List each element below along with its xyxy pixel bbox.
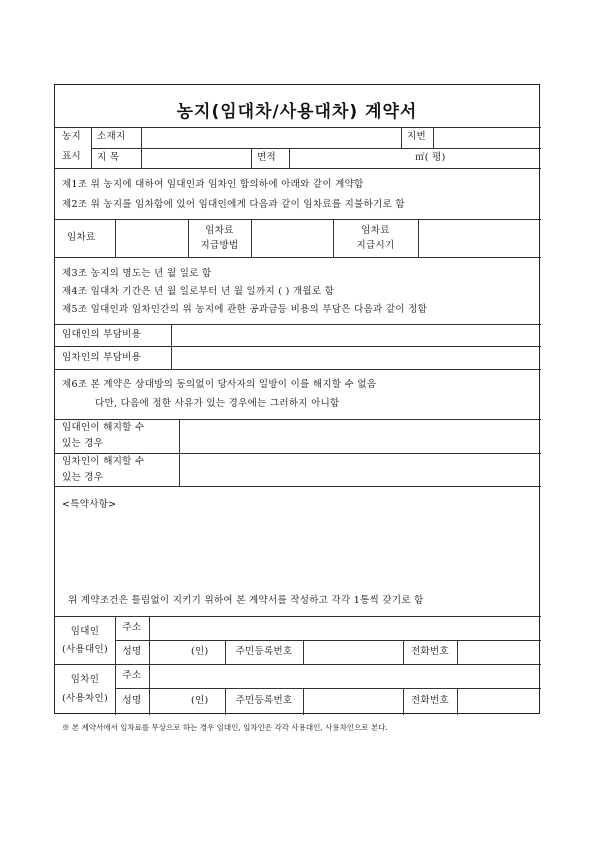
lessee-party-label-2: (사용차인) bbox=[62, 693, 108, 704]
payment-method-label-1: 임차료 bbox=[205, 225, 234, 236]
article-6-line-2: 다만, 다음에 정한 사유가 있는 경우에는 그러하지 아니함 bbox=[95, 398, 340, 409]
location-label: 소재지 bbox=[97, 131, 126, 142]
land-label-1: 농지 bbox=[62, 131, 81, 142]
divider bbox=[55, 369, 541, 370]
lessee-id-field[interactable] bbox=[304, 689, 402, 714]
divider bbox=[55, 257, 541, 258]
divider bbox=[91, 127, 92, 168]
lessee-termination-label-2: 있는 경우 bbox=[62, 472, 104, 483]
article-6-line-1: 제6조 본 계약은 상대방의 동의없이 당사자의 일방이 이를 해지할 수 없음 bbox=[62, 379, 377, 390]
page-title: 농지(임대차/사용대차) 계약서 bbox=[176, 102, 418, 122]
lessee-phone-label: 전화번호 bbox=[411, 695, 449, 706]
footnote: ※ 본 계약서에서 임차료를 무상으로 하는 경우 임대인, 임차인은 각각 사용대인, 사용차인으로 본다. bbox=[62, 723, 388, 732]
payment-method-label-2: 지급방법 bbox=[200, 240, 239, 251]
lessor-phone-field[interactable] bbox=[458, 641, 540, 663]
lessor-name-label: 성명 bbox=[122, 646, 142, 657]
lot-number-label: 지번 bbox=[407, 131, 426, 142]
lessor-termination-label-2: 있는 경우 bbox=[62, 438, 104, 449]
area-label: 면적 bbox=[257, 152, 276, 163]
article-4: 제4조 임대차 기간은 년 월 일로부터 년 월 일까지 ( ) 개월로 함 bbox=[62, 286, 335, 297]
lessee-termination-field[interactable] bbox=[180, 454, 540, 485]
lessor-termination-label-1: 임대인이 해지할 수 bbox=[62, 422, 145, 433]
lessee-name-label: 성명 bbox=[122, 695, 142, 706]
divider bbox=[251, 148, 252, 168]
lessee-address-field[interactable] bbox=[150, 665, 540, 687]
lessee-address-label: 주소 bbox=[122, 670, 142, 681]
closing-statement: 위 계약조건은 틀림없이 지키기 위하여 본 계약서를 작성하고 각각 1통씩 갖기로 함 bbox=[68, 595, 424, 606]
article-3: 제3조 농지의 명도는 년 월 일로 함 bbox=[62, 268, 212, 279]
lessor-name-field[interactable] bbox=[150, 641, 224, 663]
lessee-name-field[interactable] bbox=[150, 689, 224, 714]
lessor-cost-label: 임대인의 부담비용 bbox=[62, 329, 142, 340]
lessor-address-field[interactable] bbox=[150, 617, 540, 639]
lot-number-field[interactable] bbox=[434, 128, 540, 147]
area-unit: ㎡( 평) bbox=[415, 152, 446, 163]
lessor-cost-field[interactable] bbox=[172, 325, 540, 345]
lessee-id-label: 주민등록번호 bbox=[235, 695, 293, 706]
lessee-cost-label: 임차인의 부담비용 bbox=[62, 352, 142, 363]
lessor-id-field[interactable] bbox=[304, 641, 402, 663]
lessee-termination-label-1: 임차인이 해지할 수 bbox=[62, 456, 145, 467]
divider bbox=[401, 127, 402, 148]
divider bbox=[55, 486, 541, 487]
lessor-id-label: 주민등록번호 bbox=[235, 646, 293, 657]
payment-time-label-2: 지급시기 bbox=[356, 240, 395, 251]
contract-form bbox=[54, 84, 540, 714]
category-label: 지 목 bbox=[97, 152, 120, 163]
article-2: 제2조 위 농지를 임차함에 있어 임대인에게 다음과 같이 임차료를 지불하기로 함 bbox=[62, 199, 405, 210]
lessee-party-label-1: 임차인 bbox=[70, 674, 100, 685]
rent-amount-field[interactable] bbox=[116, 220, 187, 256]
article-1: 제1조 위 농지에 대하여 임대인과 임차인 합의하에 아래와 같이 계약함 bbox=[62, 179, 364, 190]
lessee-phone-field[interactable] bbox=[458, 689, 540, 714]
payment-time-field[interactable] bbox=[419, 220, 540, 256]
lessor-termination-field[interactable] bbox=[180, 420, 540, 452]
lessor-party-label-2: (사용대인) bbox=[62, 644, 108, 655]
payment-method-field[interactable] bbox=[252, 220, 332, 256]
lessor-seal: (인) bbox=[191, 646, 209, 657]
lessee-seal: (인) bbox=[191, 695, 209, 706]
article-5: 제5조 임대인과 임차인간의 위 농지에 관한 공과금등 비용의 부담은 다음과 같이 정함 bbox=[62, 304, 428, 315]
divider bbox=[55, 168, 541, 169]
rent-label: 임차료 bbox=[67, 232, 96, 243]
category-field[interactable] bbox=[142, 149, 250, 167]
special-terms-label: <특약사항> bbox=[62, 499, 117, 510]
payment-time-label-1: 임차료 bbox=[361, 225, 390, 236]
land-label-2: 표시 bbox=[62, 151, 81, 162]
lessor-phone-label: 전화번호 bbox=[411, 646, 449, 657]
special-terms-field[interactable] bbox=[59, 515, 537, 591]
lessee-cost-field[interactable] bbox=[172, 347, 540, 368]
lessor-address-label: 주소 bbox=[122, 622, 142, 633]
lessor-party-label-1: 임대인 bbox=[70, 626, 100, 637]
location-field[interactable] bbox=[142, 128, 400, 147]
